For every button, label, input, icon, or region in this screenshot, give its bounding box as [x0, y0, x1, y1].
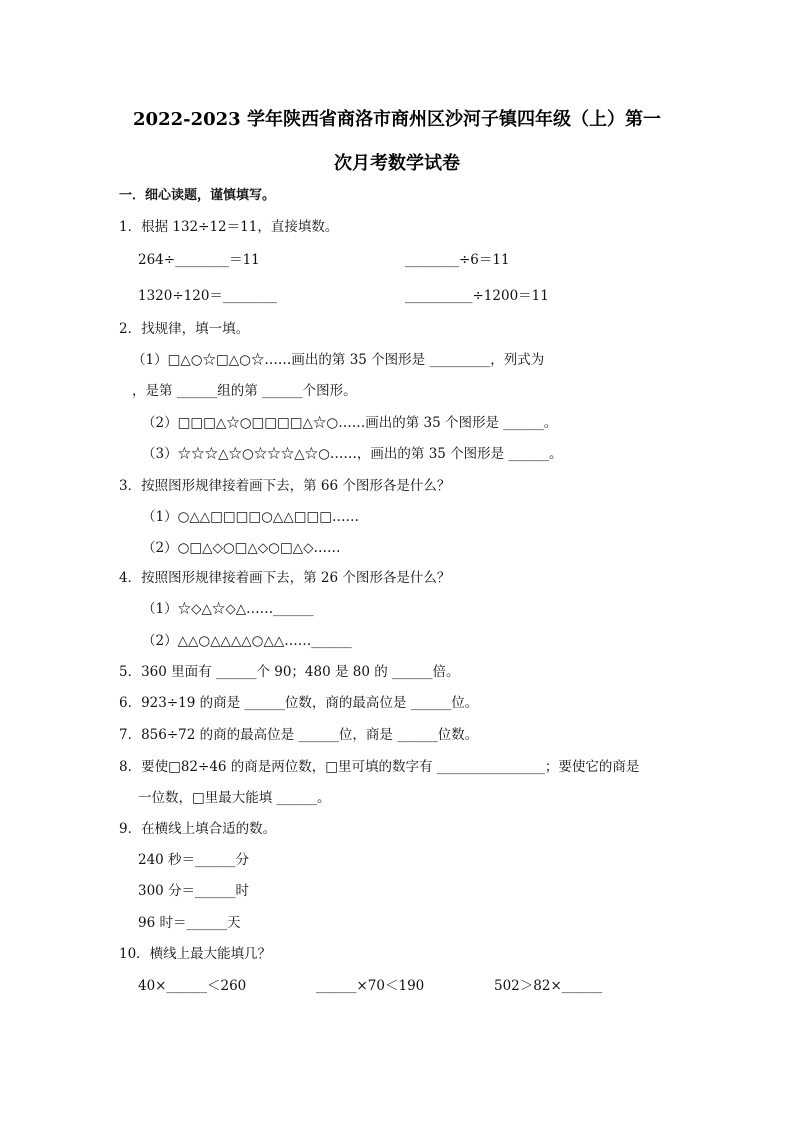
question-1-item-b: ________÷6＝11 — [405, 252, 510, 268]
question-10-stem: 10．横线上最大能填几？ — [119, 946, 272, 962]
question-2-sub-2: （2）□□□△☆○□□□□△☆○……画出的第 35 个图形是 ______。 — [142, 415, 558, 431]
exam-title-line2: 次月考数学试卷 — [334, 153, 460, 174]
question-10-item-b: ______×70＜190 — [316, 978, 425, 994]
question-2-stem: 2．找规律，填一填。 — [119, 321, 250, 337]
question-8-line2: 一位数，□里最大能填 ______。 — [138, 790, 331, 806]
question-8-line1: 8．要使□82÷46 的商是两位数，□里可填的数字有 ________________；要使它的商是 — [119, 759, 640, 775]
exam-title-line1: 2022-2023 学年陕西省商洛市商州区沙河子镇四年级（上）第一 — [133, 109, 661, 130]
question-3-sub-1: （1）○△△□□□□○△△□□□…… — [142, 509, 359, 525]
question-10-item-a: 40×______＜260 — [138, 978, 247, 994]
question-9-stem: 9．在横线上填合适的数。 — [119, 821, 277, 837]
question-9-item-b: 300 分＝______时 — [138, 883, 250, 899]
question-1-item-a: 264÷________＝11 — [138, 252, 260, 268]
question-4-stem: 4．按照图形规律接着画下去，第 26 个图形各是什么？ — [119, 570, 451, 586]
question-4-sub-1: （1）☆◇△☆◇△……______ — [142, 601, 314, 617]
question-6: 6．923÷19 的商是 ______位数，商的最高位是 ______位。 — [119, 695, 479, 711]
question-7: 7．856÷72 的商的最高位是 ______位，商是 ______位数。 — [119, 727, 479, 743]
question-9-item-a: 240 秒＝______分 — [138, 852, 250, 868]
question-5: 5．360 里面有 ______个 90；480 是 80 的 ______倍。 — [119, 664, 460, 680]
question-1-item-d: __________÷1200＝11 — [405, 288, 549, 304]
question-1-stem: 1．根据 132÷12＝11，直接填数。 — [119, 219, 339, 235]
question-1-item-c: 1320÷120＝________ — [138, 288, 277, 304]
question-4-sub-2: （2）△△○△△△△○△△……______ — [142, 633, 352, 649]
question-2-sub-1-line2: ，是第 ______组的第 ______个图形。 — [132, 383, 357, 399]
question-3-sub-2: （2）○□△◇○□△◇○□△◇…… — [142, 540, 341, 556]
question-10-item-c: 502＞82×______ — [494, 978, 603, 994]
question-2-sub-3: （3）☆☆☆△☆○☆☆☆△☆○……，画出的第 35 个图形是 ______。 — [142, 446, 563, 462]
question-3-stem: 3．按照图形规律接着画下去，第 66 个图形各是什么？ — [119, 478, 451, 494]
question-2-sub-1-line1: （1）□△○☆□△○☆……画出的第 35 个图形是 _________，列式为 — [132, 352, 545, 368]
section-heading: 一．细心读题，谨慎填写。 — [119, 188, 276, 203]
question-9-item-c: 96 时＝______天 — [138, 915, 241, 931]
